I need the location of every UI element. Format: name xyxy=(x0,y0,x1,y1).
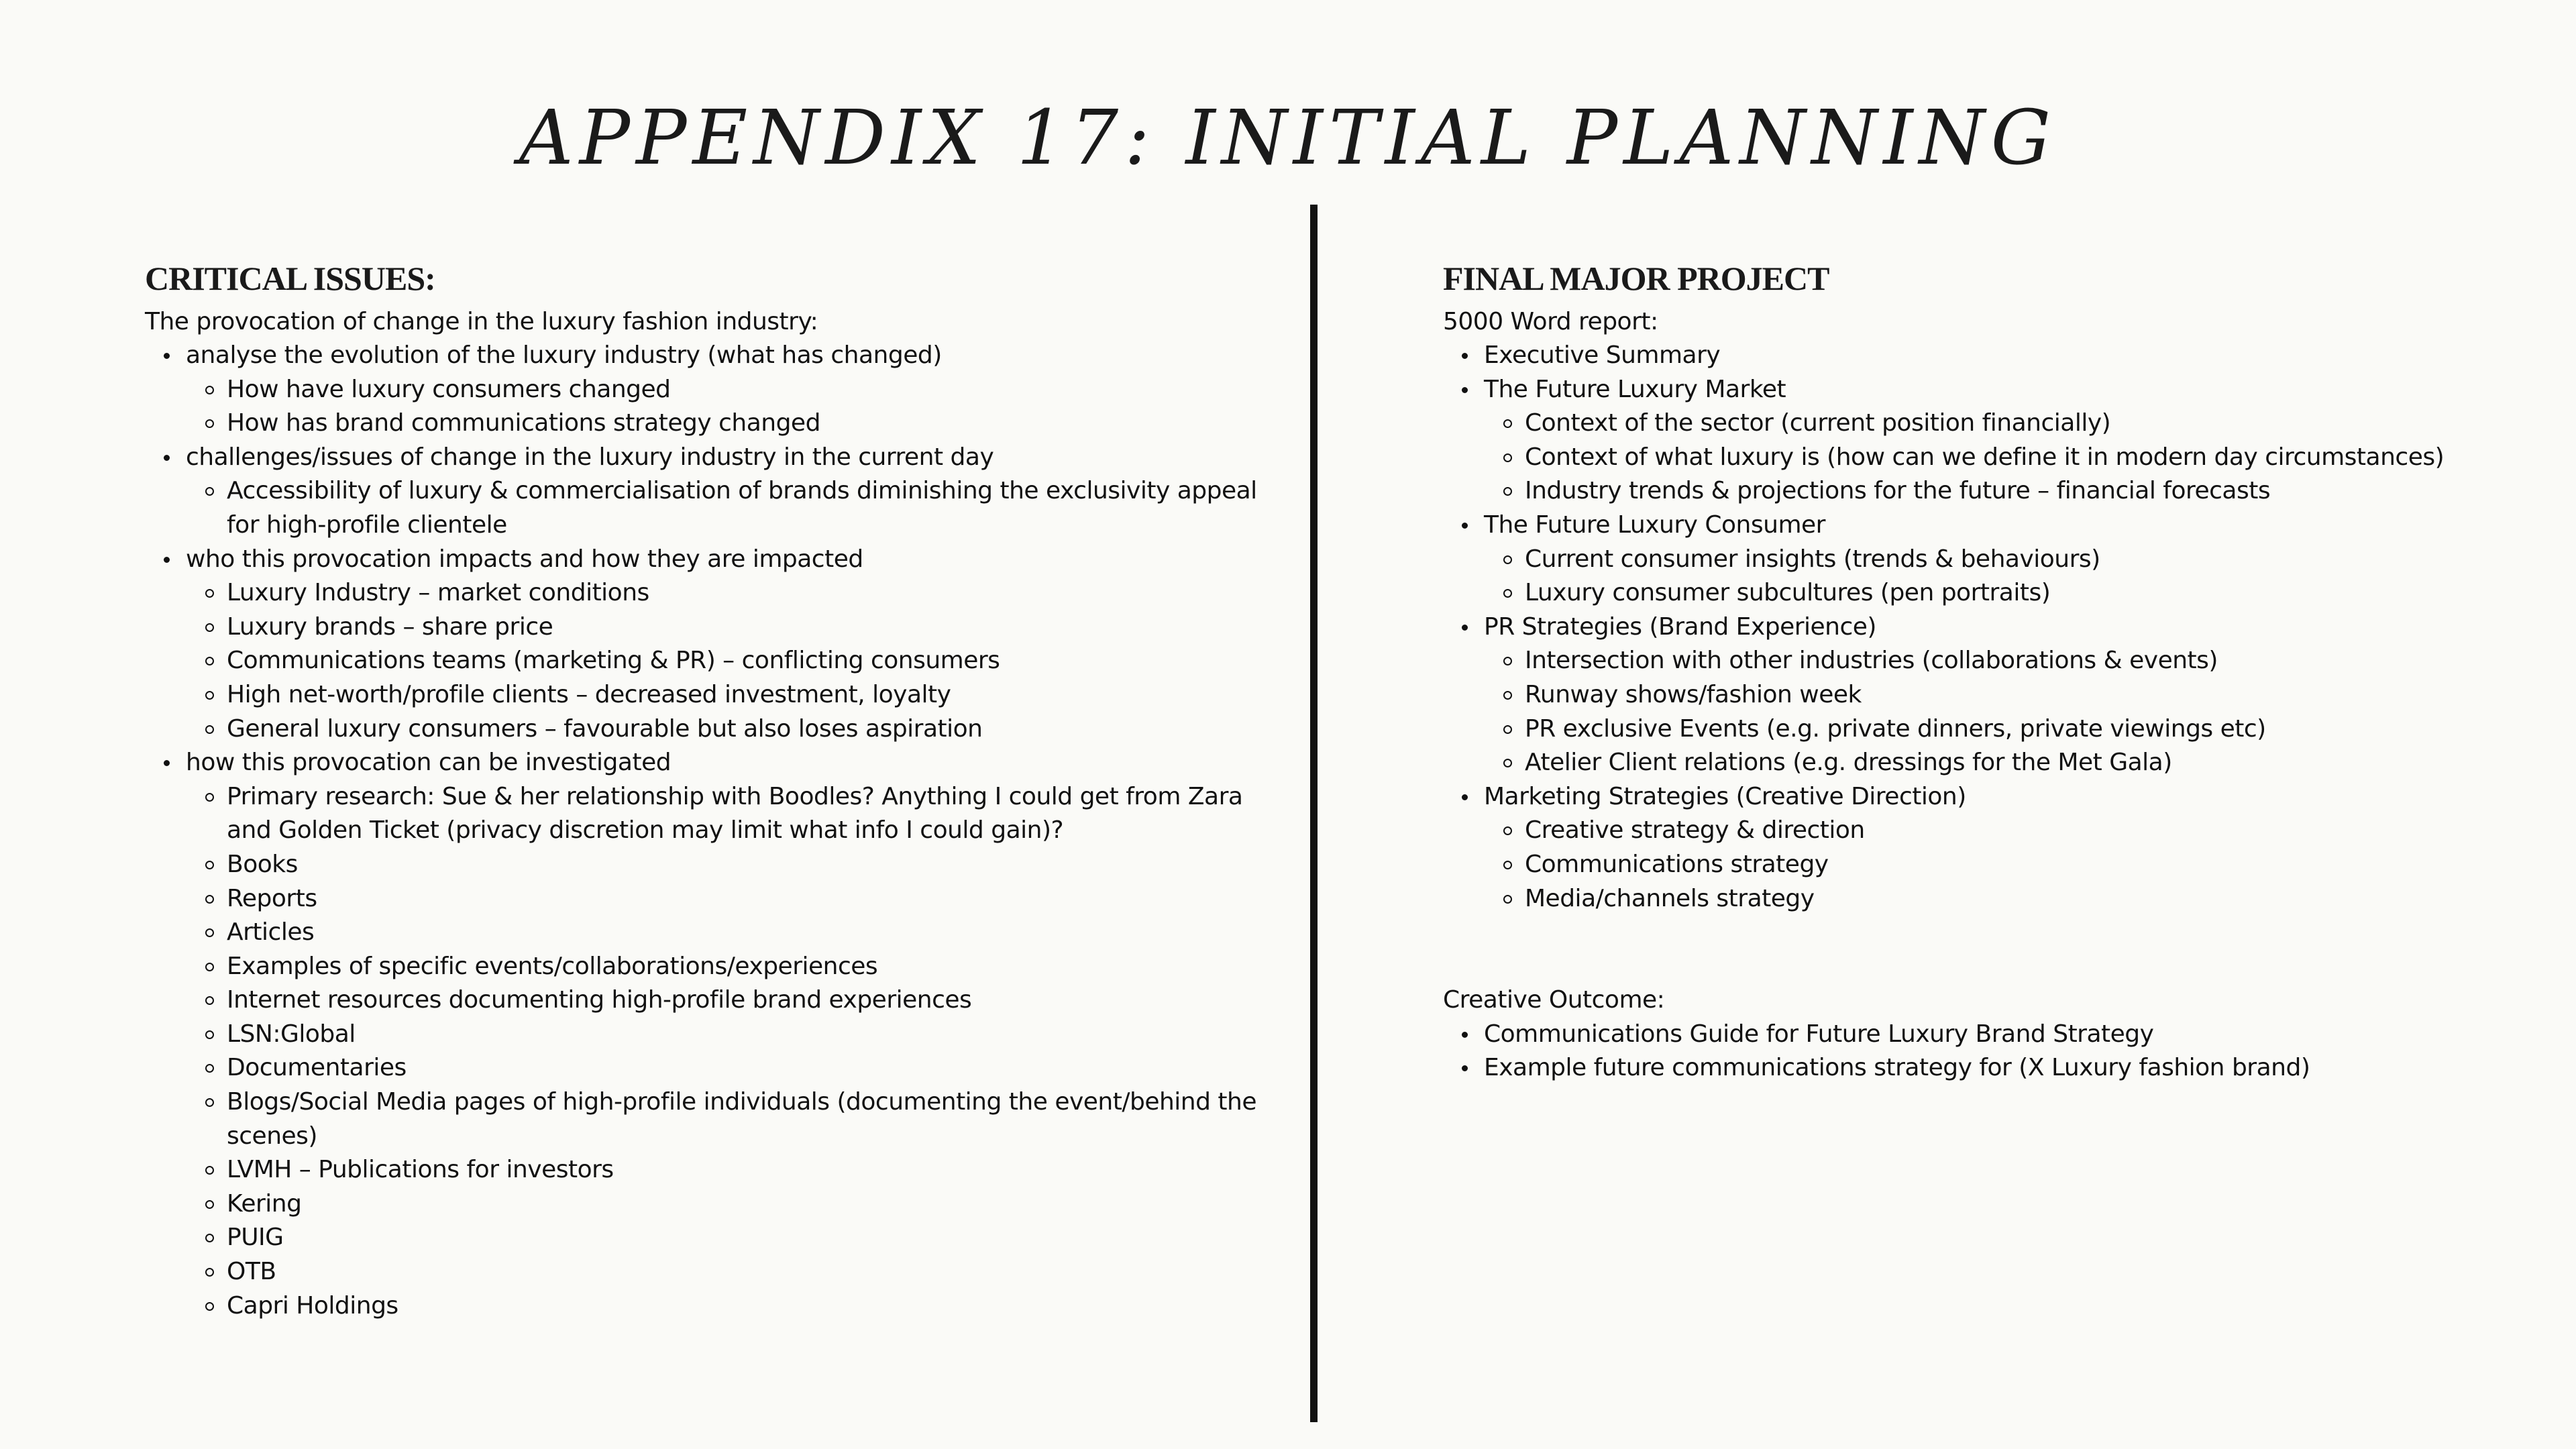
sub-list-item xyxy=(1484,678,2550,712)
sub-list-item-text: High net-worth/profile clients – decreased investment, loyalty xyxy=(227,680,951,708)
sub-list-item xyxy=(1484,712,2550,747)
sub-list-item xyxy=(1484,543,2550,577)
sub-list-item-text: Intersection with other industries (collaborations & events) xyxy=(1525,647,2218,675)
hollow-bullet-icon xyxy=(1503,419,1512,428)
hollow-bullet-icon xyxy=(1503,826,1512,835)
list-item-text: Marketing Strategies (Creative Direction) xyxy=(1484,782,1966,810)
sub-list xyxy=(186,576,1285,746)
hollow-bullet-icon xyxy=(1503,691,1512,700)
sub-list xyxy=(186,474,1285,542)
report-intro: 5000 Word report: xyxy=(1443,308,1658,335)
report-outline-list xyxy=(1443,339,2550,916)
sub-list-item xyxy=(186,950,1285,984)
hollow-bullet-icon xyxy=(205,1064,214,1073)
sub-list-item xyxy=(186,474,1285,542)
sub-list-item-text: Capri Holdings xyxy=(227,1291,398,1320)
hollow-bullet-icon xyxy=(205,1166,214,1175)
hollow-bullet-icon xyxy=(205,386,214,394)
list-item-text: PR Strategies (Brand Experience) xyxy=(1484,612,1876,641)
creative-outcome-label: Creative Outcome: xyxy=(1443,986,1665,1014)
sub-list-item xyxy=(186,1051,1285,1085)
sub-list xyxy=(186,780,1285,1324)
list-item-text: The Future Luxury Consumer xyxy=(1484,511,1825,539)
hollow-bullet-icon xyxy=(205,996,214,1005)
hollow-bullet-icon xyxy=(205,1200,214,1209)
bullet-icon xyxy=(164,760,170,766)
sub-list-item xyxy=(1484,441,2550,475)
bullet-icon xyxy=(164,353,170,359)
hollow-bullet-icon xyxy=(205,657,214,665)
bullet-icon xyxy=(164,455,170,461)
hollow-bullet-icon xyxy=(205,895,214,904)
sub-list-item-text: Runway shows/fashion week xyxy=(1525,680,1862,708)
list-item xyxy=(1443,1051,2550,1085)
sub-list-item xyxy=(1484,882,2550,916)
sub-list-item-text: Luxury consumer subcultures (pen portraits) xyxy=(1525,579,2051,607)
sub-list-item-text: Primary research: Sue & her relationship with Boodles? Anything I could get from Zara and Golden Ticket (privacy discretion may limit what info I could gain)? xyxy=(227,782,1243,845)
bullet-icon xyxy=(1462,353,1468,359)
hollow-bullet-icon xyxy=(1503,487,1512,496)
hollow-bullet-icon xyxy=(205,1030,214,1039)
sub-list-item-text: Industry trends & projections for the future – financial forecasts xyxy=(1525,477,2271,505)
hollow-bullet-icon xyxy=(1503,725,1512,734)
list-item-text: who this provocation impacts and how they are impacted xyxy=(186,545,863,573)
sub-list-item-text: LVMH – Publications for investors xyxy=(227,1156,614,1184)
sub-list-item-text: LSN:Global xyxy=(227,1020,356,1048)
hollow-bullet-icon xyxy=(1503,589,1512,598)
hollow-bullet-icon xyxy=(1503,453,1512,462)
bullet-icon xyxy=(1462,1065,1468,1071)
hollow-bullet-icon xyxy=(205,861,214,869)
sub-list-item-text: PUIG xyxy=(227,1224,284,1252)
sub-list-item xyxy=(186,1187,1285,1222)
sub-list-item xyxy=(1484,576,2550,610)
hollow-bullet-icon xyxy=(205,589,214,598)
sub-list-item xyxy=(186,983,1285,1018)
sub-list-item xyxy=(186,882,1285,916)
page-title: APPENDIX 17: INITIAL PLANNING xyxy=(519,95,2057,182)
sub-list-item xyxy=(186,373,1285,407)
sub-list-item xyxy=(186,848,1285,882)
sub-list-item xyxy=(186,1221,1285,1255)
sub-list-item xyxy=(186,644,1285,678)
sub-list-item xyxy=(186,780,1285,848)
sub-list-item-text: Kering xyxy=(227,1189,302,1218)
sub-list xyxy=(1484,407,2550,508)
sub-list-item-text: Current consumer insights (trends & behaviours) xyxy=(1525,545,2100,573)
list-item-text: challenges/issues of change in the luxury industry in the current day xyxy=(186,443,994,471)
hollow-bullet-icon xyxy=(1503,861,1512,869)
hollow-bullet-icon xyxy=(205,1098,214,1107)
sub-list-item-text: Luxury Industry – market conditions xyxy=(227,579,649,607)
sub-list xyxy=(186,373,1285,441)
hollow-bullet-icon xyxy=(1503,657,1512,665)
list-item-text: Communications Guide for Future Luxury Brand Strategy xyxy=(1484,1020,2154,1048)
final-major-project-heading: FINAL MAJOR PROJECT xyxy=(1443,260,1829,297)
critical-issues-column xyxy=(145,262,1285,1323)
sub-list-item xyxy=(186,1289,1285,1324)
sub-list-item-text: Atelier Client relations (e.g. dressings for the Met Gala) xyxy=(1525,749,2172,777)
sub-list-item-text: Documentaries xyxy=(227,1054,407,1082)
sub-list-item-text: General luxury consumers – favourable but also loses aspiration xyxy=(227,714,983,743)
hollow-bullet-icon xyxy=(205,487,214,496)
sub-list-item xyxy=(1484,474,2550,508)
hollow-bullet-icon xyxy=(205,419,214,428)
sub-list xyxy=(1484,644,2550,780)
creative-outcome-list xyxy=(1443,1018,2550,1085)
hollow-bullet-icon xyxy=(205,1234,214,1242)
sub-list-item xyxy=(1484,746,2550,780)
sub-list-item-text: PR exclusive Events (e.g. private dinners, private viewings etc) xyxy=(1525,714,2266,743)
sub-list-item-text: Reports xyxy=(227,884,317,912)
sub-list-item-text: Communications teams (marketing & PR) – conflicting consumers xyxy=(227,647,1000,675)
hollow-bullet-icon xyxy=(1503,759,1512,767)
list-item xyxy=(145,339,1285,441)
sub-list-item-text: Books xyxy=(227,850,298,878)
sub-list-item xyxy=(186,712,1285,747)
list-item-text: The Future Luxury Market xyxy=(1484,375,1786,403)
sub-list-item-text: Context of what luxury is (how can we define it in modern day circumstances) xyxy=(1525,443,2445,471)
list-item xyxy=(145,441,1285,543)
list-item xyxy=(1443,373,2550,508)
bullet-icon xyxy=(1462,523,1468,529)
sub-list-item-text: Examples of specific events/collaborations/experiences xyxy=(227,952,878,980)
sub-list-item xyxy=(186,407,1285,441)
hollow-bullet-icon xyxy=(205,793,214,802)
sub-list-item-text: OTB xyxy=(227,1258,276,1286)
sub-list-item-text: Luxury brands – share price xyxy=(227,612,553,641)
hollow-bullet-icon xyxy=(205,928,214,937)
list-item xyxy=(145,543,1285,747)
sub-list-item xyxy=(186,1018,1285,1052)
sub-list-item-text: Creative strategy & direction xyxy=(1525,816,1865,845)
hollow-bullet-icon xyxy=(205,1302,214,1311)
sub-list-item xyxy=(186,1255,1285,1289)
sub-list-item xyxy=(186,1085,1285,1153)
bullet-icon xyxy=(1462,1032,1468,1038)
sub-list-item xyxy=(1484,644,2550,678)
critical-issues-list xyxy=(145,339,1285,1323)
list-item xyxy=(1443,780,2550,916)
list-item-text: how this provocation can be investigated xyxy=(186,749,672,777)
sub-list-item xyxy=(186,576,1285,610)
list-item xyxy=(1443,1018,2550,1052)
bullet-icon xyxy=(164,557,170,563)
list-item-text: analyse the evolution of the luxury industry (what has changed) xyxy=(186,341,942,369)
list-item xyxy=(1443,610,2550,780)
hollow-bullet-icon xyxy=(205,691,214,700)
sub-list-item-text: Context of the sector (current position financially) xyxy=(1525,409,2111,437)
sub-list-item xyxy=(186,610,1285,645)
sub-list-item-text: Blogs/Social Media pages of high-profile individuals (documenting the event/behind the scenes) xyxy=(227,1088,1256,1150)
list-item xyxy=(1443,508,2550,610)
list-item xyxy=(1443,339,2550,373)
hollow-bullet-icon xyxy=(1503,555,1512,564)
bullet-icon xyxy=(1462,625,1468,631)
critical-issues-heading: CRITICAL ISSUES: xyxy=(145,260,435,297)
hollow-bullet-icon xyxy=(205,1268,214,1277)
hollow-bullet-icon xyxy=(1503,895,1512,904)
bullet-icon xyxy=(1462,387,1468,393)
final-major-project-column xyxy=(1443,262,2550,1085)
critical-issues-intro: The provocation of change in the luxury fashion industry: xyxy=(145,308,818,335)
sub-list-item xyxy=(186,1153,1285,1187)
sub-list xyxy=(1484,543,2550,610)
list-item-text: Executive Summary xyxy=(1484,341,1721,369)
column-divider xyxy=(1310,205,1318,1422)
sub-list-item-text: How have luxury consumers changed xyxy=(227,375,671,403)
sub-list-item-text: Accessibility of luxury & commercialisation of brands diminishing the exclusivity appeal for high-profile clientele xyxy=(227,477,1257,539)
hollow-bullet-icon xyxy=(205,623,214,632)
hollow-bullet-icon xyxy=(205,963,214,971)
sub-list-item-text: Internet resources documenting high-profile brand experiences xyxy=(227,986,972,1014)
sub-list-item-text: Media/channels strategy xyxy=(1525,884,1815,912)
sub-list-item xyxy=(1484,814,2550,848)
sub-list-item-text: Communications strategy xyxy=(1525,850,1829,878)
list-item xyxy=(145,746,1285,1323)
sub-list-item xyxy=(1484,407,2550,441)
sub-list-item xyxy=(1484,848,2550,882)
sub-list xyxy=(1484,814,2550,916)
list-item-text: Example future communications strategy for (X Luxury fashion brand) xyxy=(1484,1054,2310,1082)
hollow-bullet-icon xyxy=(205,725,214,734)
sub-list-item-text: How has brand communications strategy changed xyxy=(227,409,820,437)
sub-list-item xyxy=(186,678,1285,712)
sub-list-item xyxy=(186,916,1285,950)
bullet-icon xyxy=(1462,794,1468,800)
sub-list-item-text: Articles xyxy=(227,918,315,947)
